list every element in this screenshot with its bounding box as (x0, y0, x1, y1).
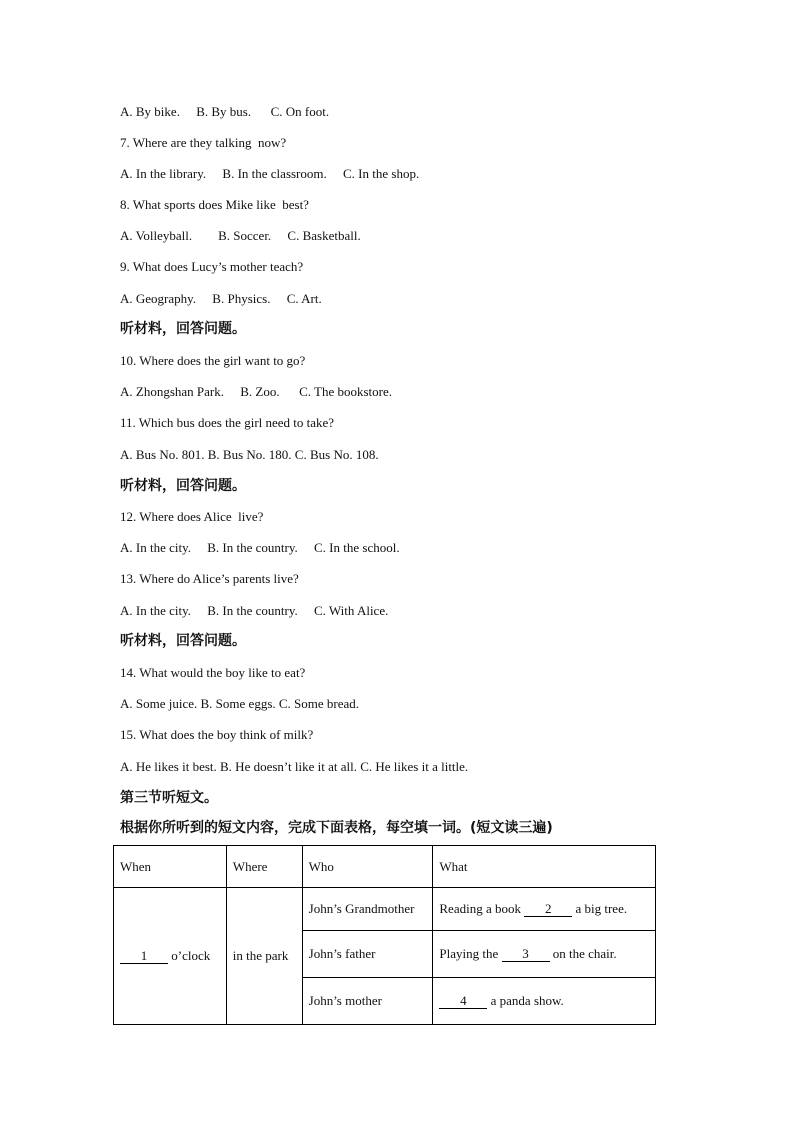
table-row (114, 888, 656, 931)
header-what: What (433, 846, 656, 888)
part-three-heading: 第三节听短文。 (120, 790, 218, 806)
what-suffix: a panda show. (490, 993, 564, 1008)
listening-table (113, 845, 656, 1025)
question-10: 10. Where does the girl want to go? (120, 353, 306, 368)
blank-3[interactable]: 3 (502, 947, 550, 962)
answer-options-q15: A. He likes it best. B. He doesn’t like it at all. C. He likes it a little. (120, 759, 469, 774)
who-cell: John’s mother (302, 978, 433, 1025)
who-cell: John’s Grandmother (302, 888, 433, 931)
what-prefix: Playing the (439, 946, 499, 961)
what-prefix: Reading a book (439, 901, 521, 916)
table-header-row (114, 846, 656, 888)
answer-options-q12: A. In the city. B. In the country. C. In the school. (120, 540, 400, 555)
question-8: 8. What sports does Mike like best? (120, 197, 309, 212)
question-15: 15. What does the boy think of milk? (120, 727, 314, 742)
section-heading: 听材料，回答问题。 (120, 633, 246, 649)
question-9: 9. What does Lucy’s mother teach? (120, 259, 304, 274)
answer-options-q14: A. Some juice. B. Some eggs. C. Some bread. (120, 696, 360, 711)
section-heading: 听材料，回答问题。 (120, 478, 246, 494)
answer-options-q7: A. In the library. B. In the classroom. C. In the shop. (120, 166, 420, 181)
answer-options-q9: A. Geography. B. Physics. C. Art. (120, 291, 322, 306)
when-suffix: o’clock (171, 948, 211, 963)
blank-4[interactable]: 4 (439, 994, 487, 1009)
section-heading: 听材料，回答问题。 (120, 321, 246, 337)
header-who: Who (302, 846, 433, 888)
question-14: 14. What would the boy like to eat? (120, 665, 306, 680)
when-cell (114, 888, 227, 1025)
what-cell (433, 888, 656, 931)
instructions: 根据你所听到的短文内容，完成下面表格，每空填一词。(短文读三遍) (120, 820, 553, 836)
question-13: 13. Where do Alice’s parents live? (120, 571, 299, 586)
answer-options-q8: A. Volleyball. B. Soccer. C. Basketball. (120, 228, 361, 243)
blank-1[interactable]: 1 (120, 949, 168, 964)
answer-options-q6: A. By bike. B. By bus. C. On foot. (120, 104, 330, 119)
blank-2[interactable]: 2 (524, 902, 572, 917)
answer-options-q11: A. Bus No. 801. B. Bus No. 180. C. Bus No. 108. (120, 447, 379, 462)
who-cell: John’s father (302, 931, 433, 978)
header-when: When (114, 846, 227, 888)
where-cell: in the park (226, 888, 302, 1025)
what-suffix: a big tree. (575, 901, 628, 916)
what-suffix: on the chair. (552, 946, 617, 961)
header-where: Where (226, 846, 302, 888)
what-cell (433, 931, 656, 978)
question-12: 12. Where does Alice live? (120, 509, 264, 524)
what-cell (433, 978, 656, 1025)
question-11: 11. Which bus does the girl need to take? (120, 415, 335, 430)
question-7: 7. Where are they talking now? (120, 135, 287, 150)
answer-options-q10: A. Zhongshan Park. B. Zoo. C. The bookstore. (120, 384, 393, 399)
answer-options-q13: A. In the city. B. In the country. C. With Alice. (120, 603, 389, 618)
